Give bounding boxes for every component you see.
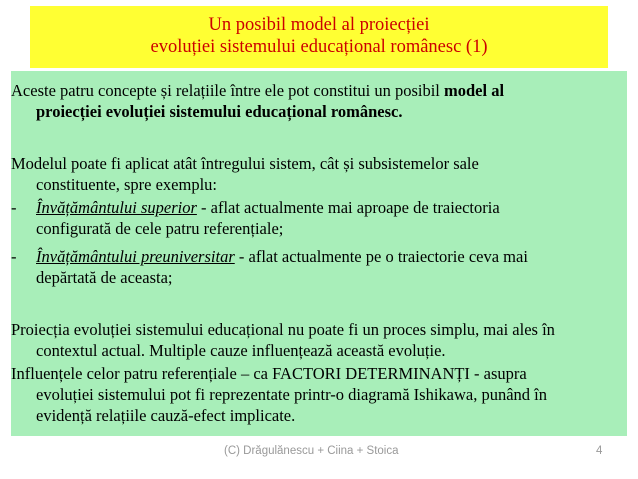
paragraph-influences-line-1: Influențele celor patru referențiale – ca FACTORI DETERMINANȚI - asupra (11, 364, 527, 383)
page-number: 4 (596, 445, 603, 457)
paragraph-model-intro-line-2: proiecției evoluției sistemului educațional românesc. (36, 102, 403, 121)
bullet-higher-education (11, 197, 601, 239)
slide-title-box (30, 6, 608, 68)
paragraph-model-application-line-2: constituente, spre exemplu: (36, 175, 217, 194)
bullet-higher-education-line-1 (11, 197, 601, 218)
bullet-pre-university-line-2: depărtată de aceasta; (36, 268, 173, 287)
bullet-higher-education-line-2: configurată de cele patru referențiale; (36, 219, 284, 238)
paragraph-model-application-line-1: Modelul poate fi aplicat atât întregului sistem, cât și subsistemelor sale (11, 154, 479, 173)
bullet-pre-university-text: - aflat actualmente pe o traiectorie ceva mai (234, 247, 528, 266)
bullet-pre-university-emphasis: Învățământului preuniversitar (36, 247, 235, 266)
bullet-pre-university (11, 246, 601, 288)
bullet-higher-education-text: - aflat actualmente mai aproape de traiectoria (196, 198, 500, 217)
slide-footer (0, 445, 638, 465)
paragraph-model-intro-text: Aceste patru concepte și relațiile între ele pot constitui un posibil (11, 81, 444, 100)
slide-title-line-2: evoluției sistemului educațional românesc (1) (150, 37, 488, 57)
bullet-dash: - (11, 247, 17, 266)
bullet-pre-university-line-1 (11, 246, 601, 267)
paragraph-model-application (11, 153, 601, 195)
bullet-dash: - (11, 198, 17, 217)
paragraph-projection (11, 319, 601, 361)
paragraph-influences-line-3: evidență relațiile cauză-efect implicate. (36, 406, 296, 425)
slide-title-line-1: Un posibil model al proiecției (208, 15, 430, 35)
slide-content-box (11, 71, 627, 436)
paragraph-model-intro (11, 80, 601, 122)
paragraph-influences-line-2: evoluției sistemului pot fi reprezentate printr-o diagramă Ishikawa, punând în (36, 385, 548, 404)
bullet-higher-education-emphasis: Învățământului superior (36, 198, 197, 217)
footer-credit: (C) Drăgulănescu + Ciina + Stoica (224, 445, 399, 457)
paragraph-projection-line-1: Proiecția evoluției sistemului educațional nu poate fi un proces simplu, mai ales în (11, 320, 555, 339)
paragraph-influences (11, 363, 601, 426)
paragraph-model-intro-bold: model al (444, 81, 505, 100)
paragraph-projection-line-2: contextul actual. Multiple cauze influențează această evoluție. (36, 341, 446, 360)
paragraph-model-intro-line-1 (11, 80, 601, 101)
